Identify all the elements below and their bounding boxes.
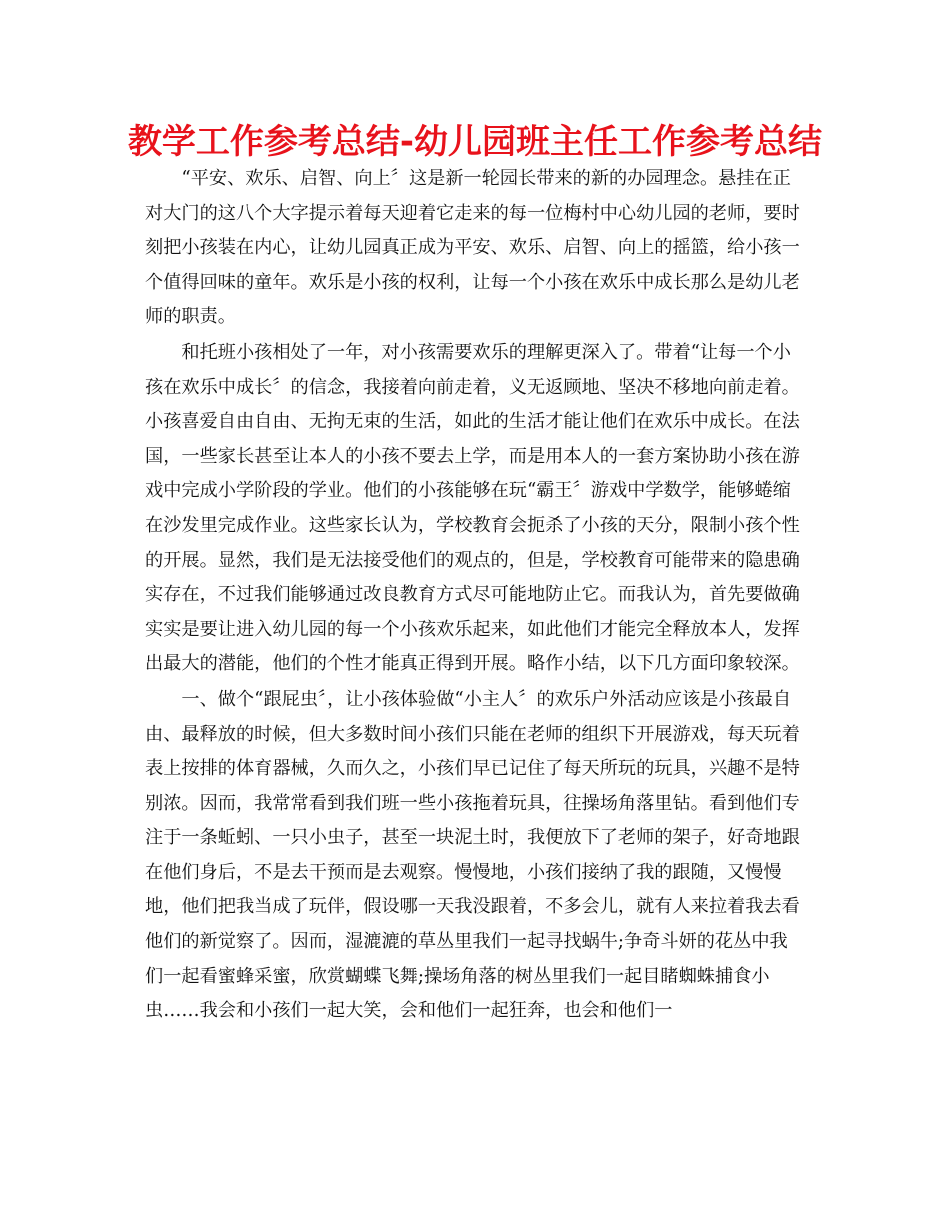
document-title: 教学工作参考总结-幼儿园班主任工作参考总结 — [127, 122, 823, 162]
document-body — [145, 162, 805, 1030]
paragraph: 和托班小孩相处了一年，对小孩需要欢乐的理解更深入了。带着“让每一个小孩在欢乐中成长〞的信念，我接着向前走着，义无返顾地、坚决不移地向前走着。小孩喜爱自由自由、无拘无束的生活，如此的生活才能让他们在欢乐中成长。在法国，一些家长甚至让本人的小孩不要去上学，而是用本人的一套方案协助小孩在游戏中完成小学阶段的学业。他们的小孩能够在玩“霸王〞游戏中学数学，能够蜷缩在沙发里完成作业。这些家长认为，学校教育会扼杀了小孩的天分，限制小孩个性的开展。显然，我们是无法接受他们的观点的，但是，学校教育可能带来的隐患确实存在，不过我们能够通过改良教育方式尽可能地防止它。而我认为，首先要做确实实是要让进入幼儿园的每一个小孩欢乐起来，如此他们才能完全释放本人，发挥出最大的潜能，他们的个性才能真正得到开展。略作小结，以下几方面印象较深。 — [145, 341, 800, 675]
paragraph: “平安、欢乐、启智、向上〞这是新一轮园长带来的新的办园理念。悬挂在正对大门的这八个大字提示着每天迎着它走来的每一位梅村中心幼儿园的老师，要时刻把小孩装在内心，让幼儿园真正成为平安、欢乐、启智、向上的摇篮，给小孩一个值得回味的童年。欢乐是小孩的权利，让每一个小孩在欢乐中成长那么是幼儿老师的职责。 — [145, 168, 800, 328]
paragraph: 一、做个“跟屁虫〞，让小孩体验做“小主人〞的欢乐户外活动应该是小孩最自由、最释放的时候，但大多数时间小孩们只能在老师的组织下开展游戏，每天玩着表上按排的体育器械，久而久之，小孩们早已记住了每天所玩的玩具，兴趣不是特别浓。因而，我常常看到我们班一些小孩拖着玩具，往操场角落里钻。看到他们专注于一条蚯蚓、一只小虫子，甚至一块泥土时，我便放下了老师的架子，好奇地跟在他们身后，不是去干预而是去观察。慢慢地，小孩们接纳了我的跟随，又慢慢地，他们把我当成了玩伴，假设哪一天我没跟着，不多会儿，就有人来拉着我去看他们的新觉察了。因而，湿漉漉的草丛里我们一起寻找蜗牛;争奇斗妍的花丛中我们一起看蜜蜂采蜜，欣赏蝴蝶飞舞;操场角落的树丛里我们一起目睹蜘蛛捕食小虫……我会和小孩们一起大笑，会和他们一起狂奔，也会和他们一 — [145, 688, 800, 1022]
